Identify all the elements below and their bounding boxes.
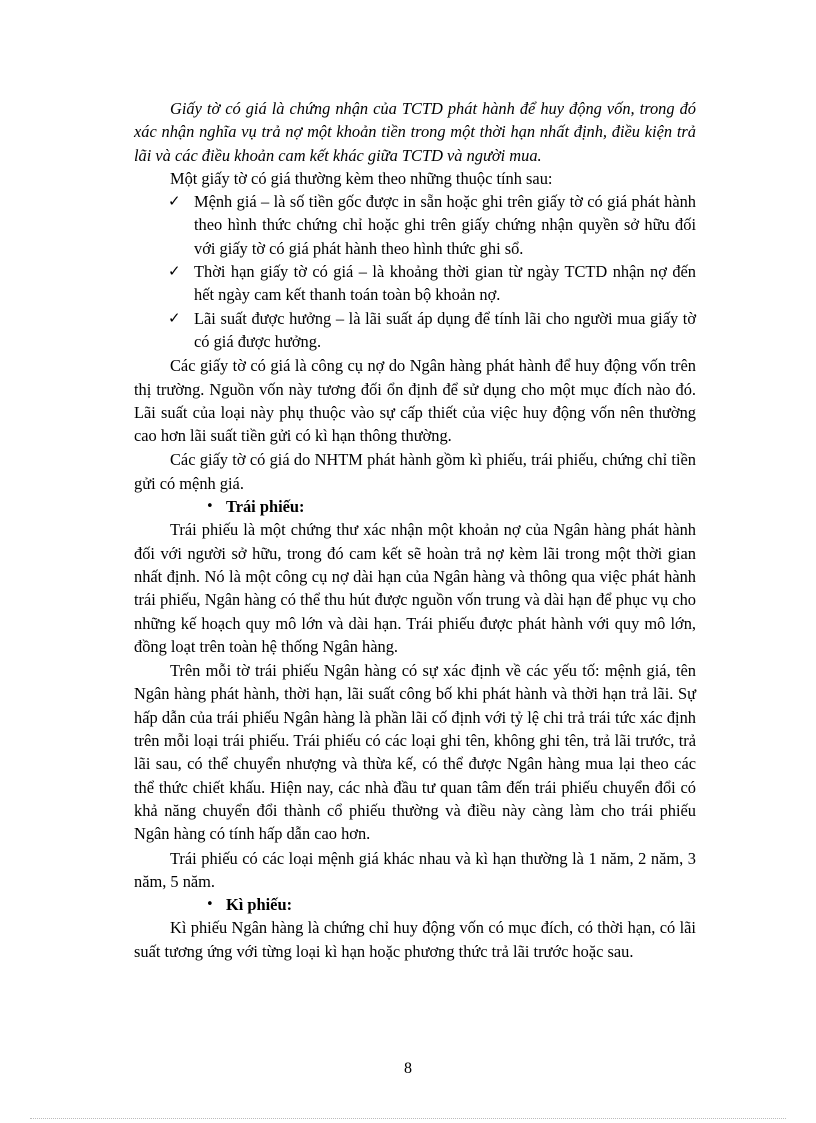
heading-label: Kì phiếu: [226,895,293,915]
bullet-icon: • [206,499,214,515]
checkmark-icon: ✓ [168,192,181,211]
attributes-list [134,190,696,353]
paragraph-types: Các giấy tờ có giá do NHTM phát hành gồm kì phiếu, trái phiếu, chứng chỉ tiền gửi có mệnh giá. [134,450,696,493]
attribute-term: Thời hạn giấy tờ có giá – là khoảng thời gian từ ngày TCTD nhận nợ đến hết ngày cam kết thanh toán toàn bộ khoản nợ. [194,262,696,305]
bonds-paragraph-3: Trái phiếu có các loại mệnh giá khác nhau và kì hạn thường là 1 năm, 2 năm, 3 năm, 5 năm. [134,848,696,891]
section-heading-promissory-notes [134,893,696,916]
attribute-face-value: Mệnh giá – là số tiền gốc được in sẵn hoặc ghi trên giấy tờ có giá phát hành theo hình thức chứng chỉ hoặc ghi trên giấy chứng nhận quyền sở hữu đối với giấy tờ có giá phát hành theo hình thức ghi sổ. [194,192,696,258]
intro-definition: Giấy tờ có giá là chứng nhận của TCTD phát hành để huy động vốn, trong đó xác nhận nghĩa vụ trả nợ một khoản tiền trong một thời hạn nhất định, điều kiện trả lãi và các điều khoản cam kết khác giữa TCTD và người mua. [134,99,696,165]
footer-divider [30,1118,786,1119]
heading-label: Trái phiếu: [226,497,305,517]
list-item [134,307,696,354]
page-body [134,97,696,963]
bonds-paragraph-2: Trên mỗi tờ trái phiếu Ngân hàng có sự xác định về các yếu tố: mệnh giá, tên Ngân hàng phát hành, thời hạn, lãi suất công bố khi phát hành và thời hạn trả lãi. Sự hấp dẫn của trái phiếu Ngân hàng là phần lãi cố định với tỷ lệ chi trả trái tức xác định trên mỗi loại trái phiếu. Trái phiếu có các loại ghi tên, không ghi tên, trả lãi trước, trả lãi sau, có thể chuyển nhượng và thừa kế, có thể được Ngân hàng mua lại theo các thể thức chiết khấu. Hiện nay, các nhà đầu tư quan tâm đến trái phiếu chuyển đổi có khả năng chuyển đổi thành cổ phiếu thường và điều này càng làm cho trái phiếu Ngân hàng có tính hấp dẫn cao hơn. [134,661,696,844]
list-item [134,260,696,307]
bonds-paragraph-1: Trái phiếu là một chứng thư xác nhận một khoản nợ của Ngân hàng phát hành đối với người sở hữu, trong đó cam kết sẽ hoàn trả nợ kèm lãi trong một thời gian nhất định. Nó là một công cụ nợ dài hạn của Ngân hàng và thông qua việc phát hành trái phiếu, Ngân hàng có thể thu hút được nguồn vốn trung và dài hạn để phục vụ cho những kế hoạch quy mô lớn và dài hạn. Trái phiếu được phát hành với quy mô lớn, đồng loạt trên toàn hệ thống Ngân hàng. [134,520,696,656]
bullet-icon: • [206,897,214,913]
paragraph-debt-tools: Các giấy tờ có giá là công cụ nợ do Ngân hàng phát hành để huy động vốn trên thị trường. Nguồn vốn này tương đối ổn định để sử dụng cho một mục đích nào đó. Lãi suất của loại này phụ thuộc vào sự cấp thiết của việc huy động vốn nên thường cao hơn lãi suất tiền gửi có kì hạn thông thường. [134,356,696,446]
page-number: 8 [404,1060,412,1077]
section-heading-bonds [134,495,696,518]
checkmark-icon: ✓ [168,308,181,327]
promissory-paragraph-1: Kì phiếu Ngân hàng là chứng chỉ huy động vốn có mục đích, có thời hạn, có lãi suất tương ứng với từng loại kì hạn hoặc phương thức trả lãi trước hoặc sau. [134,918,696,961]
checkmark-icon: ✓ [168,262,181,281]
attributes-lead: Một giấy tờ có giá thường kèm theo những thuộc tính sau: [170,168,553,188]
list-item [134,190,696,260]
attribute-interest-rate: Lãi suất được hưởng – là lãi suất áp dụng để tính lãi cho người mua giấy tờ có giá được hưởng. [194,308,696,351]
